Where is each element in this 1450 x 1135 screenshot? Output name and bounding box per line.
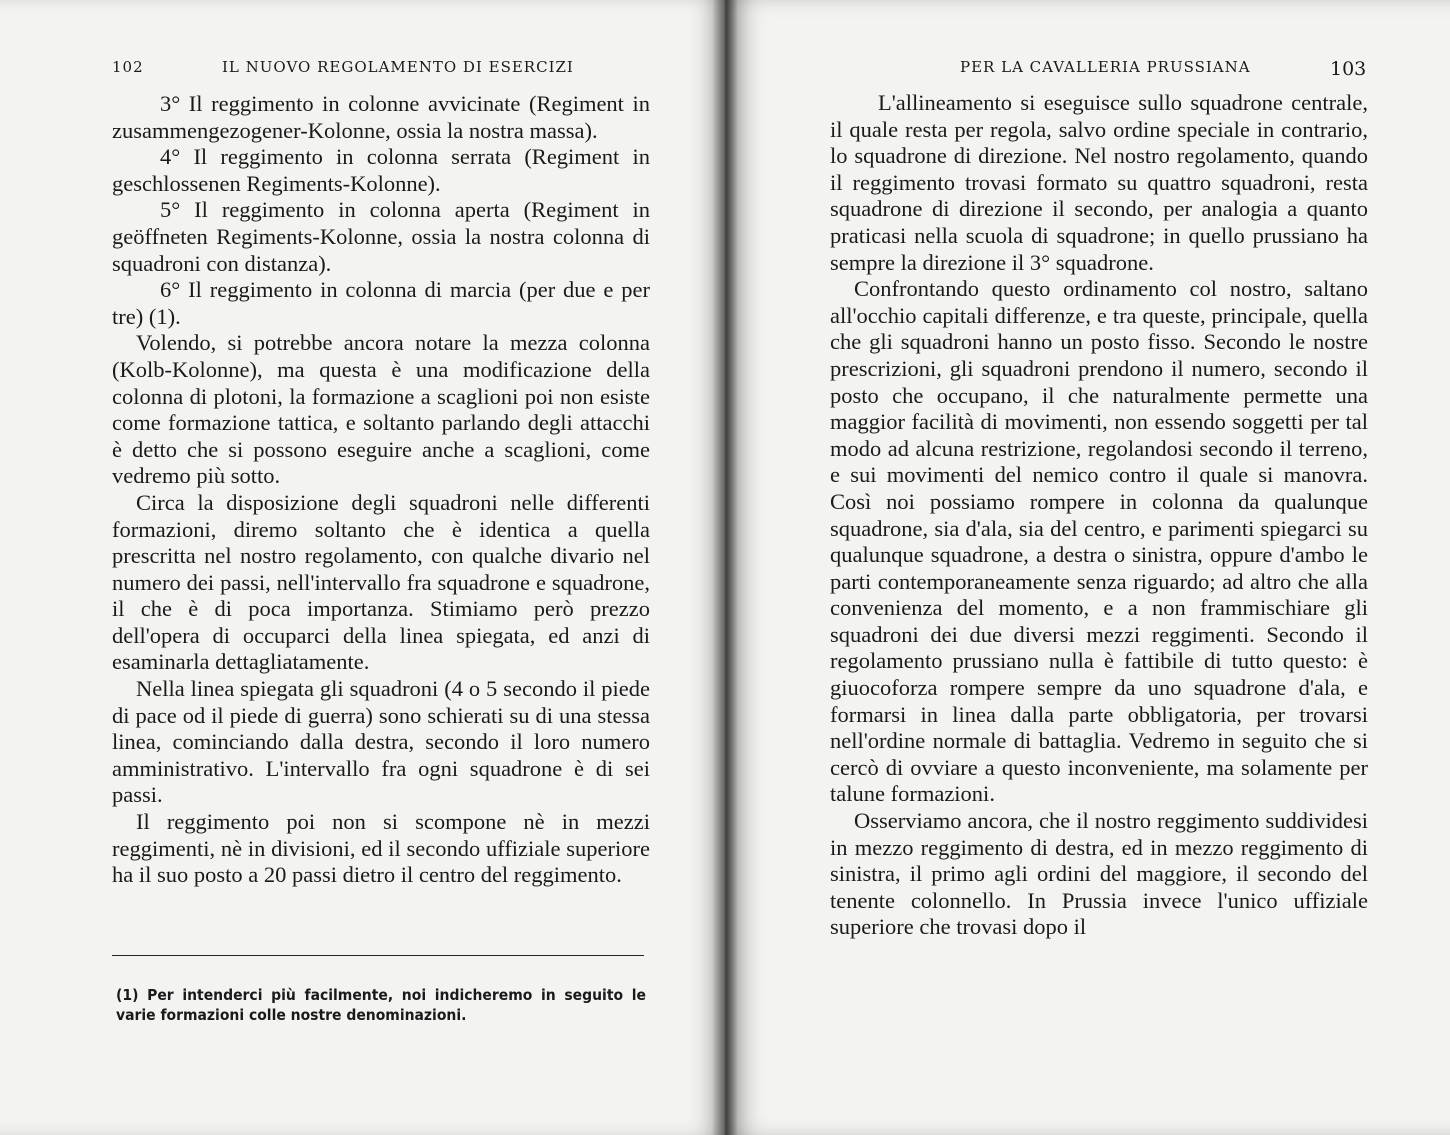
paragraph: Volendo, si potrebbe ancora notare la mezza colonna (Kolb-Kolonne), ma questa è una modificazione della colonna di plotoni, la formazione a scaglioni poi non esiste come formazione tattica, e soltanto parlando degli attacchi è detto che si possono eseguire anche a scaglioni, come vedremo più sotto. [112,330,650,489]
paragraph: 5° Il reggimento in colonna aperta (Regiment in geöffneten Regiments-Kolonne, ossia la nostra colonna di squadroni con distanza). [112,197,650,276]
paragraph: L'allineamento si eseguisce sullo squadrone centrale, il quale resta per regola, salvo ordine speciale in contrario, lo squadrone di direzione. Nel nostro regolamento, quando il reggimento trovasi formato su quattro squadroni, resta squadrone di direzione il secondo, per analogia a quanto praticasi nella scuola di squadrone; in quello prussiano ha sempre la direzione il 3° squadrone. [830,90,1368,275]
left-body-text [112,91,650,889]
right-running-title: PER LA CAVALLERIA PRUSSIANA [960,58,1251,76]
paragraph: Confrontando questo ordinamento col nostro, saltano all'occhio capitali differenze, e tra queste, principale, quella che gli squadroni hanno un posto fisso. Secondo le nostre prescrizioni, gli squadroni prendono il numero, secondo il posto che occupano, il che naturalmente permette una maggior facilità di movimenti, non essendo soggetti per tal modo ad alcuna restrizione, regolandosi secondo il terreno, e sui movimenti del nemico contro il quale si manovra. Così noi possiamo rompere in colonna da qualunque squadrone, sia d'ala, sia del centro, e parimenti spiegarci su qualunque squadrone, a destra o sinistra, oppure d'ambo le parti contemporaneamente senza riguardo; ad altro che alla convenienza del momento, e a non frammischiare gli squadroni dei due diversi mezzi reggimenti. Secondo il regolamento prussiano nulla è fattibile di tutto questo: è giuocoforza rompere sempre da uno squadrone d'ala, e formarsi in linea dalla parte obbligatoria, per trovarsi nell'ordine normale di battaglia. Vedremo in seguito che si cercò di ovviare a questo inconveniente, ma solamente per talune formazioni. [830,276,1368,807]
paragraph: Il reggimento poi non si scompone nè in mezzi reggimenti, nè in divisioni, ed il secondo uffiziale superiore ha il suo posto a 20 passi dietro il centro del reggimento. [112,809,650,888]
paragraph: Circa la disposizione degli squadroni nelle differenti formazioni, diremo soltanto che è identica a quella prescritta nel nostro regolamento, con qualche divario nel numero dei passi, nell'intervallo fra squadrone e squadrone, il che è di poca importanza. Stimiamo però prezzo dell'opera di occuparci della linea spiegata, ed anzi di esaminarla dettagliatamente. [112,489,650,675]
paragraph: Osserviamo ancora, che il nostro reggimento suddividesi in mezzo reggimento di destra, ed in mezzo reggimento di sinistra, il primo agli ordini del maggiore, il secondo del tenente colonnello. In Prussia invece l'unico uffiziale superiore che trovasi dopo il [830,808,1368,940]
paragraph: Nella linea spiegata gli squadroni (4 o 5 secondo il piede di pace od il piede di guerra) sono schierati su di una stessa linea, cominciando dalla destra, secondo il loro numero amministrativo. L'intervallo fra ogni squadrone è di sei passi. [112,676,650,808]
footnote-text: (1) Per intenderci più facilmente, noi indicheremo in seguito le varie formazioni colle nostre denominazioni. [116,986,646,1024]
right-page [725,0,1450,1135]
paragraph: 4° Il reggimento in colonna serrata (Regiment in geschlossenen Regiments-Kolonne). [112,144,650,196]
right-body-text [830,90,1368,941]
left-page-number: 102 [112,58,144,76]
left-running-title: IL NUOVO REGOLAMENTO DI ESERCIZI [222,58,574,76]
footnote-divider [112,955,644,956]
right-page-number: 103 [1330,58,1367,80]
book-gutter [712,0,738,1135]
paragraph: 6° Il reggimento in colonna di marcia (per due e per tre) (1). [112,277,650,329]
footnote [116,985,646,1025]
paragraph: 3° Il reggimento in colonne avvicinate (Regiment in zusammengezogener-Kolonne, ossia la nostra massa). [112,91,650,143]
